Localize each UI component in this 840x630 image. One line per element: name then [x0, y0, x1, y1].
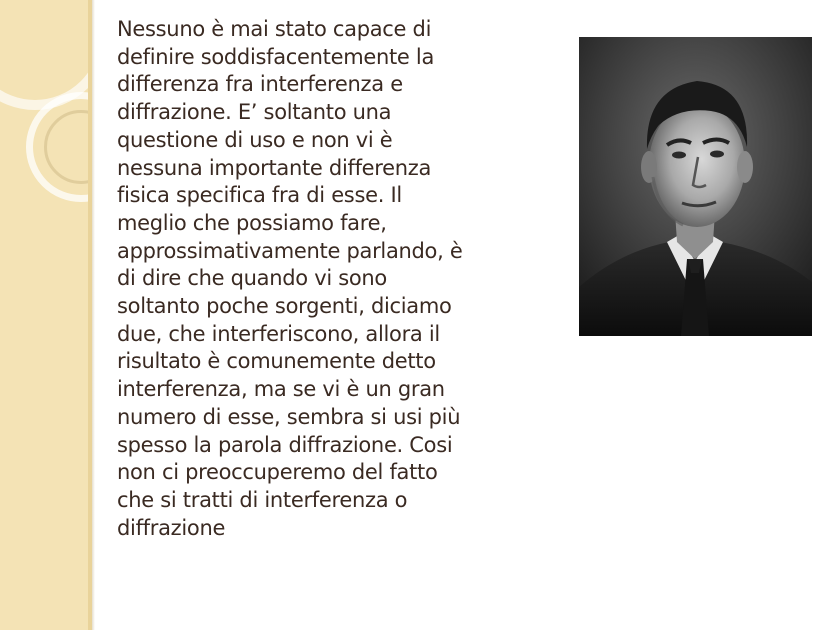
quote-line: fisica specifica fra di esse. Il — [117, 183, 402, 208]
quote-line: questione di uso e non vi è — [117, 127, 393, 152]
portrait-photo — [579, 37, 812, 336]
quote-line: Nessuno è mai stato capace di — [117, 17, 432, 41]
quote-line: che si tratti di interferenza o — [117, 487, 408, 512]
side-decoration-band — [0, 0, 92, 630]
quote-line: soltanto poche sorgenti, diciamo — [117, 294, 452, 319]
quote-line: approssimativamente parlando, è — [117, 238, 463, 263]
quote-line: spesso la parola diffrazione. Cosi — [117, 432, 453, 457]
side-band-shadow — [92, 0, 95, 630]
quote-line: diffrazione — [117, 515, 226, 540]
quote-line: diffrazione. E’ soltanto una — [117, 100, 392, 125]
quote-line: interferenza, ma se vi è un gran — [117, 377, 445, 402]
quote-line: meglio che possiamo fare, — [117, 210, 387, 235]
quote-text — [117, 16, 492, 542]
quote-line: definire soddisfacentemente la — [117, 44, 435, 69]
quote-line: differenza fra interferenza e — [117, 72, 403, 97]
quote-line: due, che interferiscono, allora il — [117, 321, 440, 346]
quote-line: di dire che quando vi sono — [117, 266, 387, 291]
portrait-icon — [579, 37, 812, 336]
quote-line: numero di esse, sembra si usi più — [117, 404, 461, 429]
quote-line: nessuna importante differenza — [117, 155, 432, 180]
quote-line: non ci preoccuperemo del fatto — [117, 460, 438, 485]
quote-line: risultato è comunemente detto — [117, 349, 436, 374]
